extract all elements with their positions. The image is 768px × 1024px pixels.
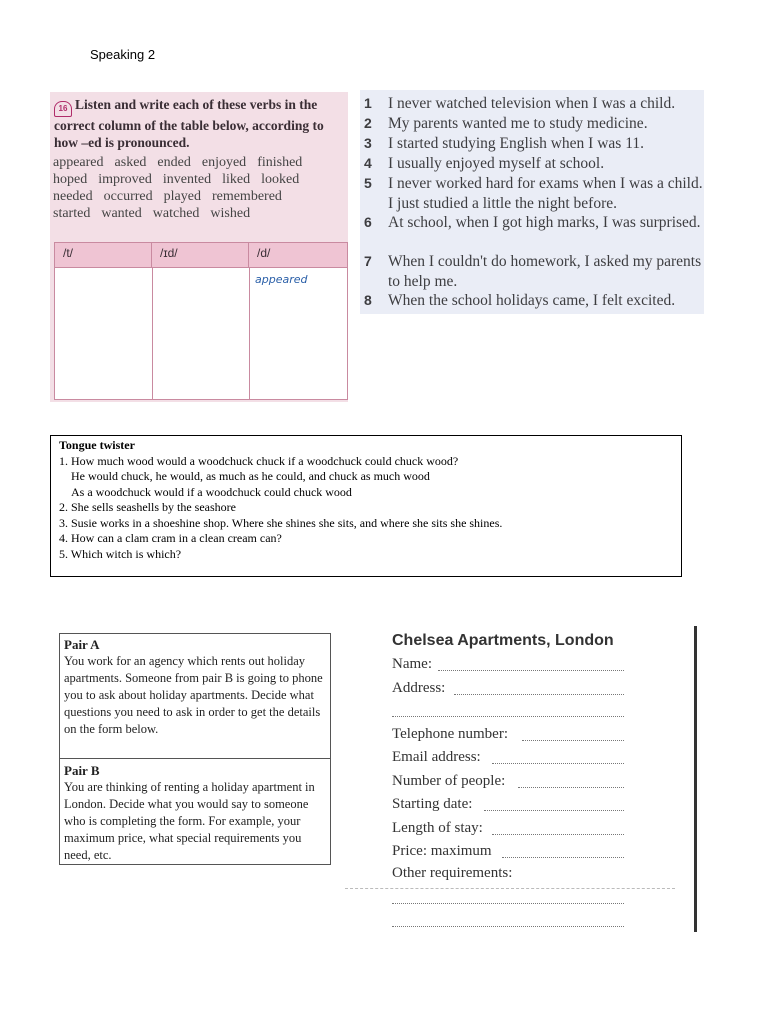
- sentence-item: 2 My parents wanted me to study medicine.: [364, 115, 648, 132]
- verb: remembered: [211, 189, 282, 204]
- sentence-item: 5 I never worked hard for exams when I was a child. I just studied a little the night before.: [364, 175, 703, 212]
- verb: finished: [257, 155, 303, 170]
- verb: appeared: [53, 155, 104, 170]
- verb: asked: [114, 155, 147, 170]
- address-field-line-2[interactable]: [392, 716, 624, 717]
- verb: watched: [152, 206, 200, 221]
- pair-b-title: Pair B: [64, 763, 100, 778]
- divider: [60, 758, 330, 759]
- listen-exercise-panel: [50, 92, 348, 402]
- pair-roles-box: [59, 633, 331, 865]
- verb: liked: [222, 172, 251, 187]
- table-column-t[interactable]: [55, 267, 153, 399]
- tongue-twister-line: 2. She sells seashells by the seashore: [59, 500, 236, 514]
- listen-heading: [54, 96, 344, 151]
- verb: improved: [98, 172, 152, 187]
- form-label-length: Length of stay:: [392, 820, 483, 836]
- verb: enjoyed: [201, 155, 247, 170]
- sentence-item: 1 I never watched television when I was a child.: [364, 95, 676, 112]
- form-label-price: Price: maximum: [392, 843, 492, 859]
- verb: hoped: [53, 172, 88, 187]
- form-label-email: Email address:: [392, 749, 481, 765]
- name-field[interactable]: [438, 670, 624, 671]
- sentence-item: 8 When the school holidays came, I felt excited.: [364, 292, 676, 309]
- verb: wished: [210, 206, 251, 221]
- tongue-twister-line: 1. How much wood would a woodchuck chuck if a woodchuck could chuck wood?: [59, 453, 459, 468]
- table-header-d: /d/: [249, 243, 347, 267]
- verb: invented: [162, 172, 212, 187]
- form-label-start-date: Starting date:: [392, 796, 473, 812]
- tongue-twister-line: 4. How can a clam cram in a clean cream can?: [59, 531, 282, 545]
- form-label-telephone: Telephone number:: [392, 726, 508, 742]
- verb: wanted: [101, 206, 142, 221]
- other-requirements-line-2[interactable]: [392, 926, 624, 927]
- handwritten-answer: appeared: [255, 273, 308, 286]
- address-field[interactable]: [454, 694, 624, 695]
- tongue-twister-line: As a woodchuck would if a woodchuck could chuck wood: [71, 484, 352, 499]
- pair-a-section: [64, 636, 326, 738]
- table-header-id: /ɪd/: [152, 243, 249, 267]
- length-field[interactable]: [492, 834, 624, 835]
- sentence-item: 6 At school, when I got high marks, I was surprised.: [364, 214, 701, 231]
- sentences-panel: [360, 90, 704, 314]
- table-column-id[interactable]: [152, 267, 250, 399]
- pair-b-text: You are thinking of renting a holiday apartment in London. Decide what you would say to someone who is completing the form. For example, your maximum price, what special requirements you need, etc.: [64, 780, 315, 862]
- verb: played: [163, 189, 201, 204]
- email-field[interactable]: [492, 763, 624, 764]
- sentence-item: 3 I started studying English when I was 11.: [364, 135, 644, 152]
- tongue-twister-line: 5. Which witch is which?: [59, 546, 182, 561]
- tongue-twister-box: [50, 435, 682, 577]
- form-label-name: Name:: [392, 656, 432, 672]
- listen-instruction: Listen and write each of these verbs in the correct column of the table below, according to how –ed is pronounced.: [54, 97, 324, 150]
- start-date-field[interactable]: [484, 810, 624, 811]
- verb: needed: [53, 189, 93, 204]
- scan-edge: [694, 626, 697, 932]
- other-requirements-line-1[interactable]: [392, 903, 624, 904]
- table-header-t: /t/: [55, 243, 152, 267]
- price-field[interactable]: [502, 857, 624, 858]
- verb-list: [53, 154, 348, 222]
- booking-form: [390, 628, 690, 938]
- form-title: Chelsea Apartments, London: [392, 632, 614, 649]
- verb: occurred: [103, 189, 153, 204]
- verb: looked: [261, 172, 300, 187]
- telephone-field[interactable]: [522, 740, 624, 741]
- pair-b-section: [64, 762, 326, 864]
- form-label-address: Address:: [392, 680, 446, 696]
- pronunciation-table: [54, 242, 348, 400]
- form-label-people: Number of people:: [392, 773, 506, 789]
- table-column-d[interactable]: [249, 267, 347, 399]
- verb: ended: [157, 155, 191, 170]
- tongue-twister-line: 3. Susie works in a shoeshine shop. Where she shines she sits, and where she sits she shines.: [59, 515, 503, 530]
- pair-a-text: You work for an agency which rents out holiday apartments. Someone from pair B is going to phone you to ask about holiday apartments. Decide what questions you need to ask in order to get the details on the form below.: [64, 654, 323, 736]
- pair-a-title: Pair A: [64, 637, 100, 652]
- page-title: Speaking 2: [90, 47, 156, 62]
- tongue-twister-line: He would chuck, he would, as much as he could, and chuck as much wood: [71, 469, 430, 483]
- form-label-other: Other requirements:: [392, 865, 513, 881]
- headphones-icon: 16: [54, 101, 72, 117]
- sentence-item: 4 I usually enjoyed myself at school.: [364, 155, 605, 172]
- verb: started: [53, 206, 91, 221]
- sentence-item: 7 When I couldn't do homework, I asked my parents to help me.: [364, 253, 702, 290]
- scan-dashed-line: [345, 888, 675, 889]
- tongue-twister-title: Tongue twister: [59, 438, 135, 452]
- people-field[interactable]: [518, 787, 624, 788]
